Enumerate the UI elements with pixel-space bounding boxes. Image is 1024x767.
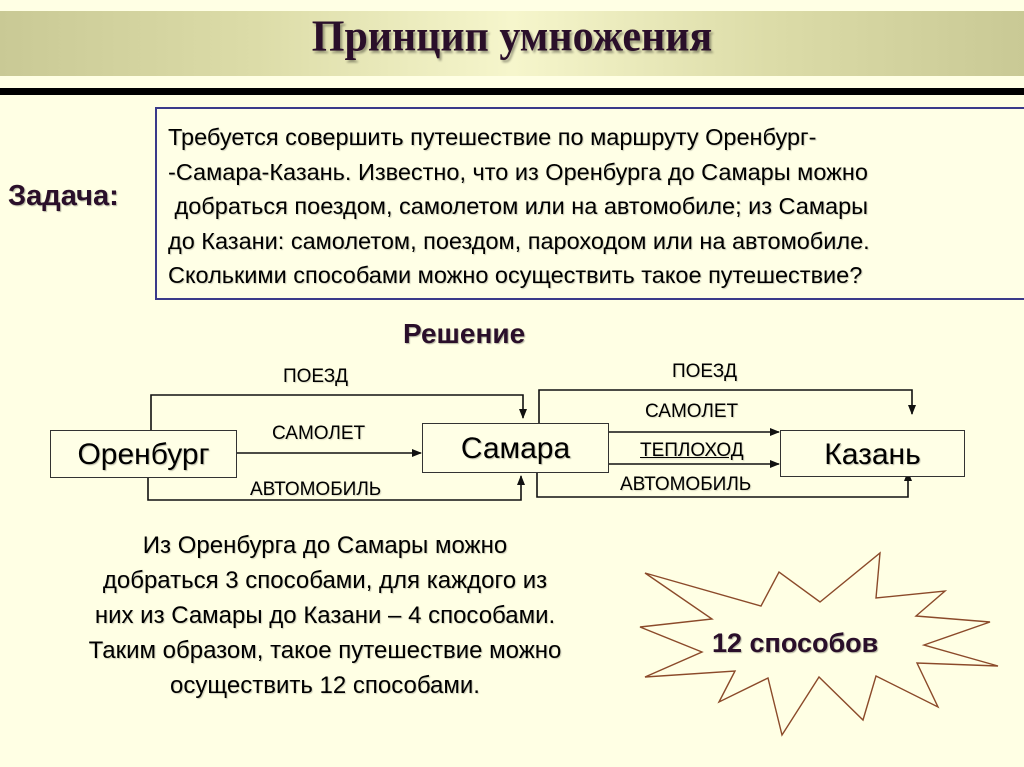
page-title: Принцип умножения bbox=[311, 12, 713, 62]
answer-label: 12 способов bbox=[712, 628, 879, 658]
edge-label-car-1: АВТОМОБИЛЬ bbox=[250, 479, 382, 500]
explanation-line: Таким образом, такое путешествие можно bbox=[88, 637, 562, 664]
problem-line: Сколькими способами можно осуществить такое путешествие? bbox=[168, 262, 863, 288]
node-label: Самара bbox=[460, 432, 571, 465]
edge-label-train-2: ПОЕЗД bbox=[672, 361, 738, 382]
node-label: Казань bbox=[824, 438, 921, 471]
explanation-text bbox=[30, 528, 620, 703]
explanation-line: добраться 3 способами, для каждого из bbox=[102, 567, 548, 594]
node-samara bbox=[422, 423, 609, 473]
problem-line: до Казани: самолетом, поездом, пароходом или на автомобиле. bbox=[168, 227, 870, 254]
edge-label-plane-2: САМОЛЕТ bbox=[645, 401, 739, 422]
edge-label-plane-1: САМОЛЕТ bbox=[272, 423, 366, 444]
node-kazan bbox=[780, 430, 965, 477]
node-orenburg bbox=[50, 430, 237, 478]
problem-line: Требуется совершить путешествие по маршруту Оренбург- bbox=[168, 124, 817, 150]
task-label: Задача: bbox=[8, 180, 119, 212]
edge-label-ship-2: ТЕПЛОХОД bbox=[640, 440, 744, 461]
edge-label-car-2: АВТОМОБИЛЬ bbox=[620, 474, 752, 495]
explanation-line: Из Оренбурга до Самары можно bbox=[142, 532, 508, 559]
solution-label: Решение bbox=[403, 318, 526, 349]
problem-line: -Самара-Казань. Известно, что из Оренбурга до Самары можно bbox=[168, 158, 868, 185]
edge-label-train-1: ПОЕЗД bbox=[283, 366, 349, 387]
explanation-line: них из Самары до Казани – 4 способами. bbox=[94, 602, 556, 629]
node-label: Оренбург bbox=[77, 438, 210, 471]
problem-line: добраться поездом, самолетом или на автомобиле; из Самары bbox=[168, 193, 869, 219]
explanation-line: осуществить 12 способами. bbox=[170, 672, 480, 699]
